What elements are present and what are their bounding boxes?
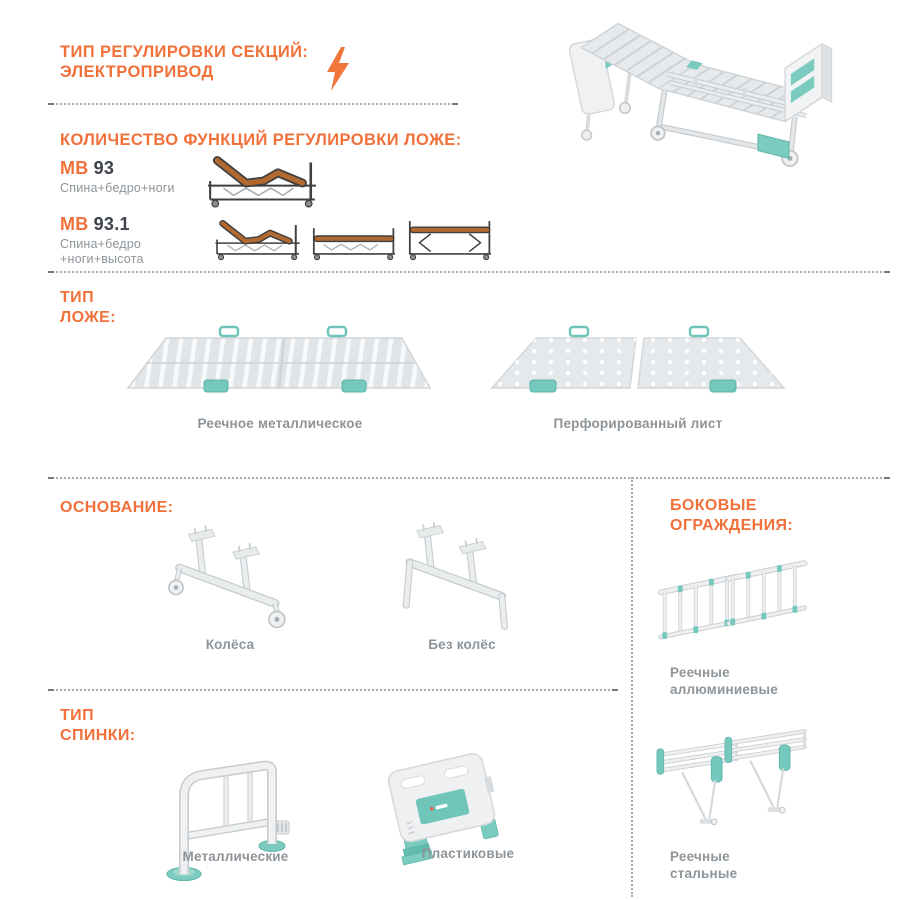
model-prefix: МВ — [60, 214, 89, 234]
bed-flat-low-profile-icon — [309, 212, 399, 267]
perforated-platform-illustration — [478, 324, 798, 406]
bed-sections-profile-icon — [213, 212, 303, 267]
divider-dotted — [48, 271, 890, 273]
side-rails-title: БОКОВЫЕ ОГРАЖДЕНИЯ: — [670, 497, 794, 534]
bed-sections-profile-icon — [205, 152, 320, 210]
side-rails-option-label: Реечные аллюминиевые — [670, 665, 778, 697]
divider-dotted — [48, 477, 890, 479]
divider-dotted-vertical — [631, 477, 633, 897]
model-desc-mv93: Спина+бедро+ноги — [60, 181, 175, 195]
regulation-title — [60, 42, 308, 82]
model-desc-mv93-1: Спина+бедро +ноги+высота — [60, 237, 144, 266]
model-name-mv93 — [60, 158, 114, 179]
platform-option-label: Перфорированный лист — [553, 416, 723, 431]
backrest-option-label: Пластиковые — [421, 846, 515, 861]
backrest-option-label: Металлические — [182, 849, 289, 864]
divider-dotted — [48, 103, 458, 105]
model-name-mv93-1 — [60, 214, 130, 235]
base-option-wheels — [140, 522, 320, 653]
steel-side-rails-illustration — [655, 722, 825, 840]
base-without-wheels-illustration — [372, 522, 552, 630]
base-title: ОСНОВАНИЕ: — [60, 499, 174, 516]
aluminum-side-rails-illustration — [655, 550, 825, 655]
functions-title: КОЛИЧЕСТВО ФУНКЦИЙ РЕГУЛИРОВКИ ЛОЖЕ: — [60, 131, 462, 149]
bed-flat-high-profile-icon — [405, 212, 495, 267]
platform-option-slatted — [120, 324, 440, 432]
platform-title: ТИП ЛОЖЕ: — [60, 289, 116, 326]
divider-dotted — [48, 689, 618, 691]
base-option-label: Колёса — [205, 637, 255, 652]
model-prefix: МВ — [60, 158, 89, 178]
model-number: 93.1 — [93, 214, 130, 234]
regulation-title-line1: ТИП РЕГУЛИРОВКИ СЕКЦИЙ: — [60, 43, 309, 61]
side-rails-option-label: Реечные стальные — [670, 849, 738, 881]
regulation-title-line2: ЭЛЕКТРОПРИВОД — [60, 63, 214, 81]
base-option-no-wheels — [372, 522, 552, 653]
slatted-platform-illustration — [120, 324, 440, 406]
model-number: 93 — [93, 158, 115, 178]
lightning-icon — [324, 46, 352, 92]
base-option-label: Без колёс — [428, 637, 496, 652]
platform-option-label: Реечное металлическое — [197, 416, 363, 431]
backrest-title: ТИП СПИНКИ: — [60, 707, 136, 744]
hospital-bed-illustration — [548, 6, 863, 171]
base-with-wheels-illustration — [140, 522, 320, 630]
platform-option-perforated — [478, 324, 798, 432]
